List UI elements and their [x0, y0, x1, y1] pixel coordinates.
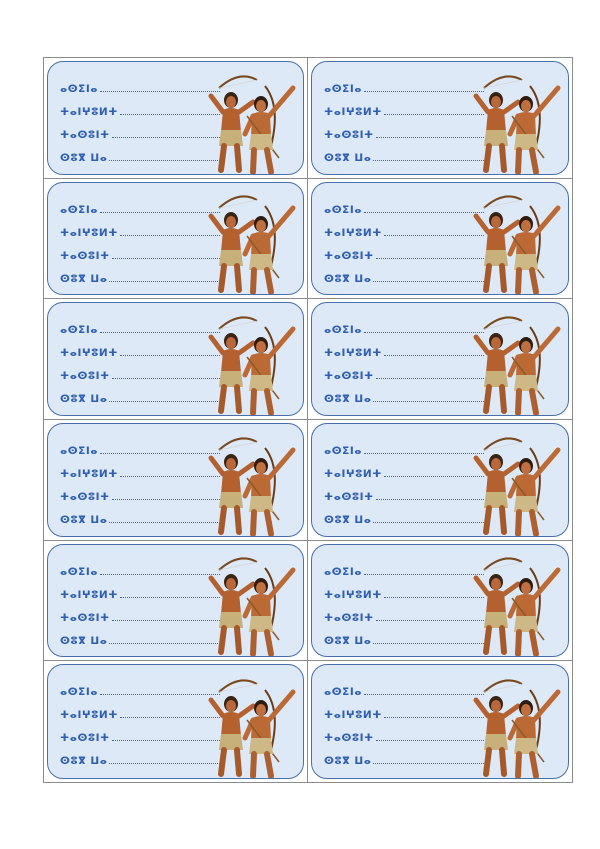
school-label [311, 544, 569, 658]
school-label [311, 61, 569, 175]
field-line [324, 698, 484, 721]
field-label: ⵙⵓⴳ ⵡⴰ [324, 152, 372, 164]
field-line [60, 72, 220, 95]
field-line [324, 675, 484, 698]
field-label: ⵜⴰⵏⵖⵓⵍⵜ [324, 467, 382, 480]
field-label: ⴰⵙⵉⵏⴰ [324, 203, 362, 216]
field-label: ⵙⵓⴳ ⵡⴰ [324, 513, 372, 526]
field-line [60, 359, 220, 382]
field-line [324, 434, 484, 457]
label-cell [308, 420, 572, 541]
field-line [324, 744, 484, 767]
school-label [311, 664, 569, 779]
label-cell [44, 179, 308, 300]
field-label: ⵜⴰⵙⵓⵏⵜ [324, 370, 374, 383]
field-line [60, 624, 220, 647]
label-fields [324, 313, 484, 405]
field-label: ⵜⴰⵏⵖⵓⵍⵜ [60, 106, 118, 118]
field-line [60, 698, 220, 721]
field-line [60, 744, 220, 767]
field-line [324, 193, 484, 216]
field-line [324, 480, 484, 503]
two-archers-illustration-icon [466, 548, 566, 656]
field-line [60, 503, 220, 526]
field-line [60, 382, 220, 405]
two-archers-illustration-icon [466, 66, 566, 174]
field-label: ⵜⴰⵙⵓⵏⵜ [324, 249, 374, 262]
label-cell [44, 299, 308, 420]
field-label: ⵜⴰⵏⵖⵓⵍⵜ [60, 588, 118, 601]
label-fields [324, 72, 484, 164]
field-label: ⵙⵓⴳ ⵡⴰ [324, 634, 372, 647]
field-line [60, 578, 220, 601]
field-line [324, 313, 484, 336]
field-label: ⵙⵓⴳ ⵡⴰ [60, 393, 108, 406]
two-archers-illustration-icon [201, 548, 301, 656]
two-archers-illustration-icon [201, 307, 301, 415]
school-label [47, 182, 304, 296]
field-line [60, 675, 220, 698]
field-line [324, 95, 484, 118]
field-line [60, 95, 220, 118]
field-line [324, 578, 484, 601]
field-label: ⵜⴰⵏⵖⵓⵍⵜ [324, 347, 382, 360]
field-label: ⵙⵓⴳ ⵡⴰ [60, 272, 108, 285]
field-line [60, 239, 220, 262]
field-line [324, 141, 484, 164]
label-sheet [43, 57, 573, 783]
field-label: ⵜⴰⵏⵖⵓⵍⵜ [324, 709, 382, 722]
field-label: ⴰⵙⵉⵏⴰ [324, 83, 362, 95]
field-line [60, 601, 220, 624]
field-label: ⴰⵙⵉⵏⴰ [60, 444, 98, 457]
label-fields [324, 555, 484, 647]
label-cell [44, 58, 308, 179]
field-line [60, 555, 220, 578]
label-cell [308, 541, 572, 662]
two-archers-illustration-icon [466, 307, 566, 415]
label-fields [324, 675, 484, 767]
field-line [324, 457, 484, 480]
field-label: ⵜⴰⵏⵖⵓⵍⵜ [324, 588, 382, 601]
two-archers-illustration-icon [201, 670, 301, 778]
field-line [324, 118, 484, 141]
field-line [60, 141, 220, 164]
field-label: ⵜⴰⵙⵓⵏⵜ [60, 370, 110, 383]
field-label: ⵙⵓⴳ ⵡⴰ [60, 513, 108, 526]
label-cell [308, 179, 572, 300]
field-label: ⴰⵙⵉⵏⴰ [60, 686, 98, 699]
field-label: ⵜⴰⵏⵖⵓⵍⵜ [324, 106, 382, 118]
label-fields [60, 72, 220, 164]
label-fields [60, 555, 220, 647]
field-line [324, 336, 484, 359]
field-label: ⴰⵙⵉⵏⴰ [324, 324, 362, 337]
field-line [324, 624, 484, 647]
label-fields [60, 193, 220, 285]
field-label: ⵜⴰⵙⵓⵏⵜ [60, 611, 110, 624]
label-cell [308, 58, 572, 179]
field-line [60, 118, 220, 141]
label-cell [44, 661, 308, 782]
label-fields [60, 675, 220, 767]
field-line [60, 336, 220, 359]
field-line [324, 382, 484, 405]
field-label: ⴰⵙⵉⵏⴰ [324, 565, 362, 578]
field-line [60, 262, 220, 285]
field-label: ⴰⵙⵉⵏⴰ [324, 686, 362, 699]
label-cell [44, 420, 308, 541]
field-line [60, 216, 220, 239]
field-label: ⵜⴰⵙⵓⵏⵜ [324, 129, 374, 141]
field-line [60, 313, 220, 336]
two-archers-illustration-icon [201, 66, 301, 174]
two-archers-illustration-icon [466, 186, 566, 294]
field-label: ⵜⴰⵙⵓⵏⵜ [60, 490, 110, 503]
field-line [60, 457, 220, 480]
school-label [47, 61, 304, 175]
field-label: ⵜⴰⵙⵓⵏⵜ [324, 611, 374, 624]
field-label: ⴰⵙⵉⵏⴰ [324, 444, 362, 457]
field-label: ⵜⴰⵏⵖⵓⵍⵜ [324, 226, 382, 239]
field-line [324, 239, 484, 262]
field-line [324, 601, 484, 624]
label-cell [308, 299, 572, 420]
field-label: ⴰⵙⵉⵏⴰ [60, 83, 98, 95]
school-label [311, 182, 569, 296]
field-label: ⵜⴰⵙⵓⵏⵜ [324, 490, 374, 503]
field-line [60, 193, 220, 216]
field-label: ⵜⴰⵏⵖⵓⵍⵜ [60, 709, 118, 722]
label-cell [44, 541, 308, 662]
field-label: ⵜⴰⵙⵓⵏⵜ [60, 249, 110, 262]
field-label: ⴰⵙⵉⵏⴰ [60, 203, 98, 216]
field-line [324, 721, 484, 744]
field-line [324, 262, 484, 285]
field-label: ⵙⵓⴳ ⵡⴰ [324, 755, 372, 768]
field-label: ⵙⵓⴳ ⵡⴰ [60, 152, 108, 164]
field-label: ⴰⵙⵉⵏⴰ [60, 565, 98, 578]
two-archers-illustration-icon [201, 428, 301, 536]
label-fields [324, 434, 484, 526]
two-archers-illustration-icon [201, 186, 301, 294]
field-label: ⵜⴰⵙⵓⵏⵜ [60, 732, 110, 745]
field-line [324, 216, 484, 239]
label-fields [324, 193, 484, 285]
field-line [324, 72, 484, 95]
school-label [311, 423, 569, 537]
field-line [324, 503, 484, 526]
field-label: ⵜⴰⵏⵖⵓⵍⵜ [60, 226, 118, 239]
school-label [311, 302, 569, 416]
school-label [47, 544, 304, 658]
school-label [47, 664, 304, 779]
field-label: ⵙⵓⴳ ⵡⴰ [60, 755, 108, 768]
field-label: ⵙⵓⴳ ⵡⴰ [324, 272, 372, 285]
label-fields [60, 313, 220, 405]
field-label: ⵜⴰⵙⵓⵏⵜ [324, 732, 374, 745]
school-label [47, 423, 304, 537]
two-archers-illustration-icon [466, 428, 566, 536]
label-fields [60, 434, 220, 526]
field-label: ⴰⵙⵉⵏⴰ [60, 324, 98, 337]
label-cell [308, 661, 572, 782]
field-line [324, 555, 484, 578]
field-label: ⵙⵓⴳ ⵡⴰ [324, 393, 372, 406]
field-label: ⵜⴰⵏⵖⵓⵍⵜ [60, 467, 118, 480]
field-line [60, 721, 220, 744]
two-archers-illustration-icon [466, 670, 566, 778]
field-line [60, 480, 220, 503]
field-label: ⵜⴰⵏⵖⵓⵍⵜ [60, 347, 118, 360]
field-label: ⵙⵓⴳ ⵡⴰ [60, 634, 108, 647]
field-line [60, 434, 220, 457]
school-label [47, 302, 304, 416]
field-label: ⵜⴰⵙⵓⵏⵜ [60, 129, 110, 141]
field-line [324, 359, 484, 382]
